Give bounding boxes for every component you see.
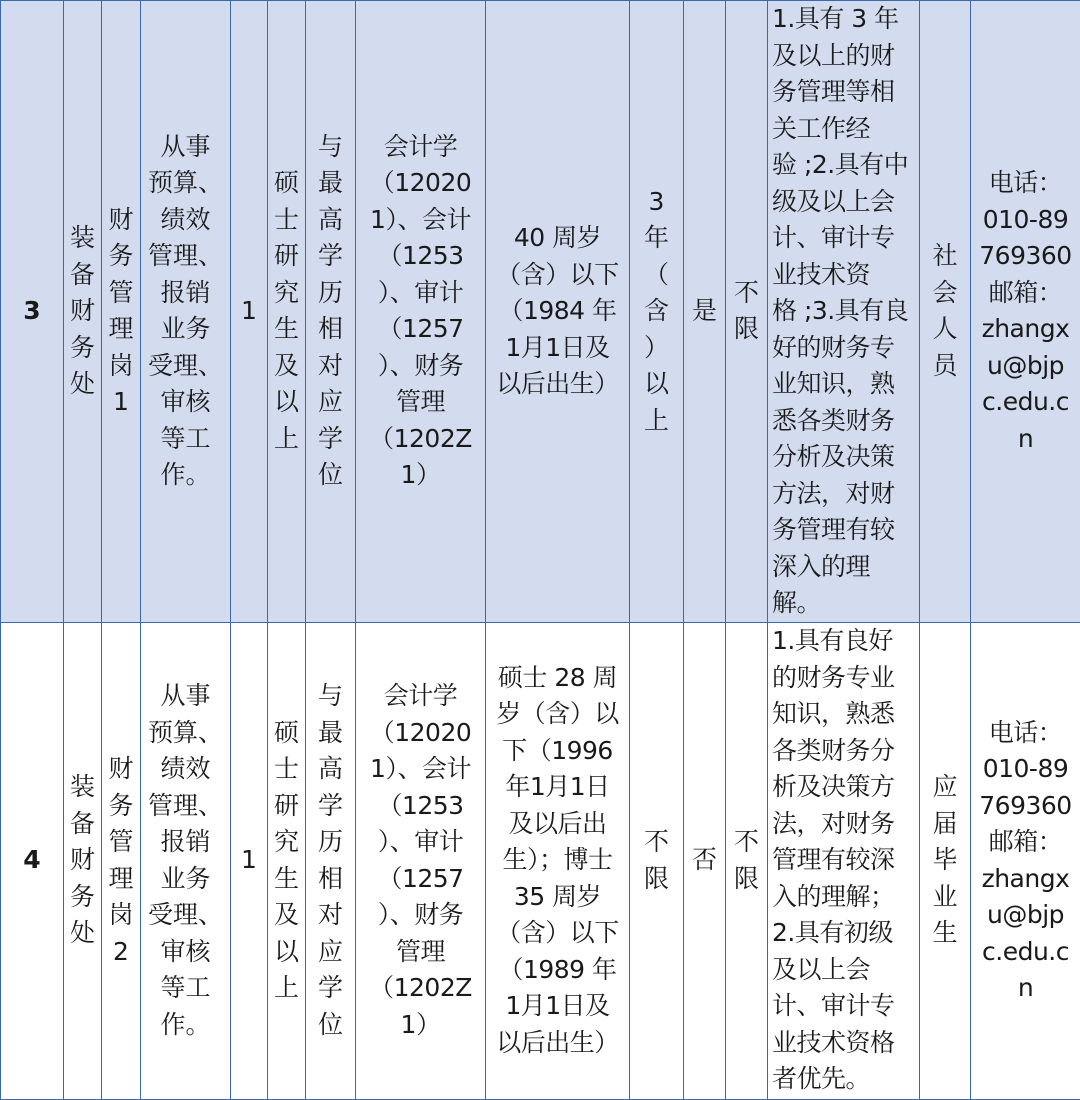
headcount-cell: 1 (231, 1, 268, 623)
target-cell: 应 届 毕 业 生 (920, 622, 971, 1099)
major-cell: 会计学 （12020 1）、会计 （1253 ）、审计 （1257 ）、财务 管理 （1202Z 1） (356, 622, 486, 1099)
requirements-cell: 1.具有 3 年 及以上的财 务管理等相 关工作经 验 ;2.具有中 级及以上会 计、审计专 业技术资 格 ;3.具有良 好的财务专 业知识，熟 悉各类财务 分析及决策 方法，对财 务管理有较 深入的理 解。 (768, 1, 920, 623)
requirements-cell: 1.具有良好 的财务专业 知识，熟悉 各类财务分 析及决策方 法，对财务 管理有较深 入的理解； 2.具有初级 及以上会 计、审计专 业技术资格 者优先。 (768, 622, 920, 1099)
experience-cell: 3 年 （ 含 ） 以 上 (630, 1, 684, 623)
duties-cell: 从事 预算、 绩效 管理、 报销 业务 受理、 审核 等工 作。 (141, 622, 231, 1099)
department-cell: 装 备 财 务 处 (64, 1, 102, 623)
department-cell: 装 备 财 务 处 (64, 622, 102, 1099)
party-member-cell: 是 (684, 1, 726, 623)
contact-cell: 电话： 010-89 769360 邮箱： zhangx u@bjp c.edu.c n (971, 1, 1080, 623)
target-cell: 社 会 人 员 (920, 1, 971, 623)
table-row (1, 1, 1080, 623)
party-member-cell: 否 (684, 622, 726, 1099)
age-cell: 硕士 28 周 岁（含）以 下（1996 年1月1日 及以后出 生）；博士 35 周岁 （含）以下 （1989 年 1月1日及 以后出生） (486, 622, 630, 1099)
education-cell: 硕 士 研 究 生 及 以 上 (268, 1, 306, 623)
degree-cell: 与 最 高 学 历 相 对 应 学 位 (306, 1, 356, 623)
education-cell: 硕 士 研 究 生 及 以 上 (268, 622, 306, 1099)
degree-cell: 与 最 高 学 历 相 对 应 学 位 (306, 622, 356, 1099)
headcount-cell: 1 (231, 622, 268, 1099)
gender-cell: 不 限 (726, 622, 768, 1099)
position-cell: 财 务 管 理 岗 1 (102, 1, 141, 623)
contact-cell: 电话： 010-89 769360 邮箱： zhangx u@bjp c.edu.c n (971, 622, 1080, 1099)
duties-cell: 从事 预算、 绩效 管理、 报销 业务 受理、 审核 等工 作。 (141, 1, 231, 623)
row-index: 3 (1, 1, 64, 623)
experience-cell: 不 限 (630, 622, 684, 1099)
age-cell: 40 周岁 （含）以下 （1984 年 1月1日及 以后出生） (486, 1, 630, 623)
position-cell: 财 务 管 理 岗 2 (102, 622, 141, 1099)
gender-cell: 不 限 (726, 1, 768, 623)
major-cell: 会计学 （12020 1）、会计 （1253 ）、审计 （1257 ）、财务 管理 （1202Z 1） (356, 1, 486, 623)
table-row (1, 622, 1080, 1099)
row-index: 4 (1, 622, 64, 1099)
